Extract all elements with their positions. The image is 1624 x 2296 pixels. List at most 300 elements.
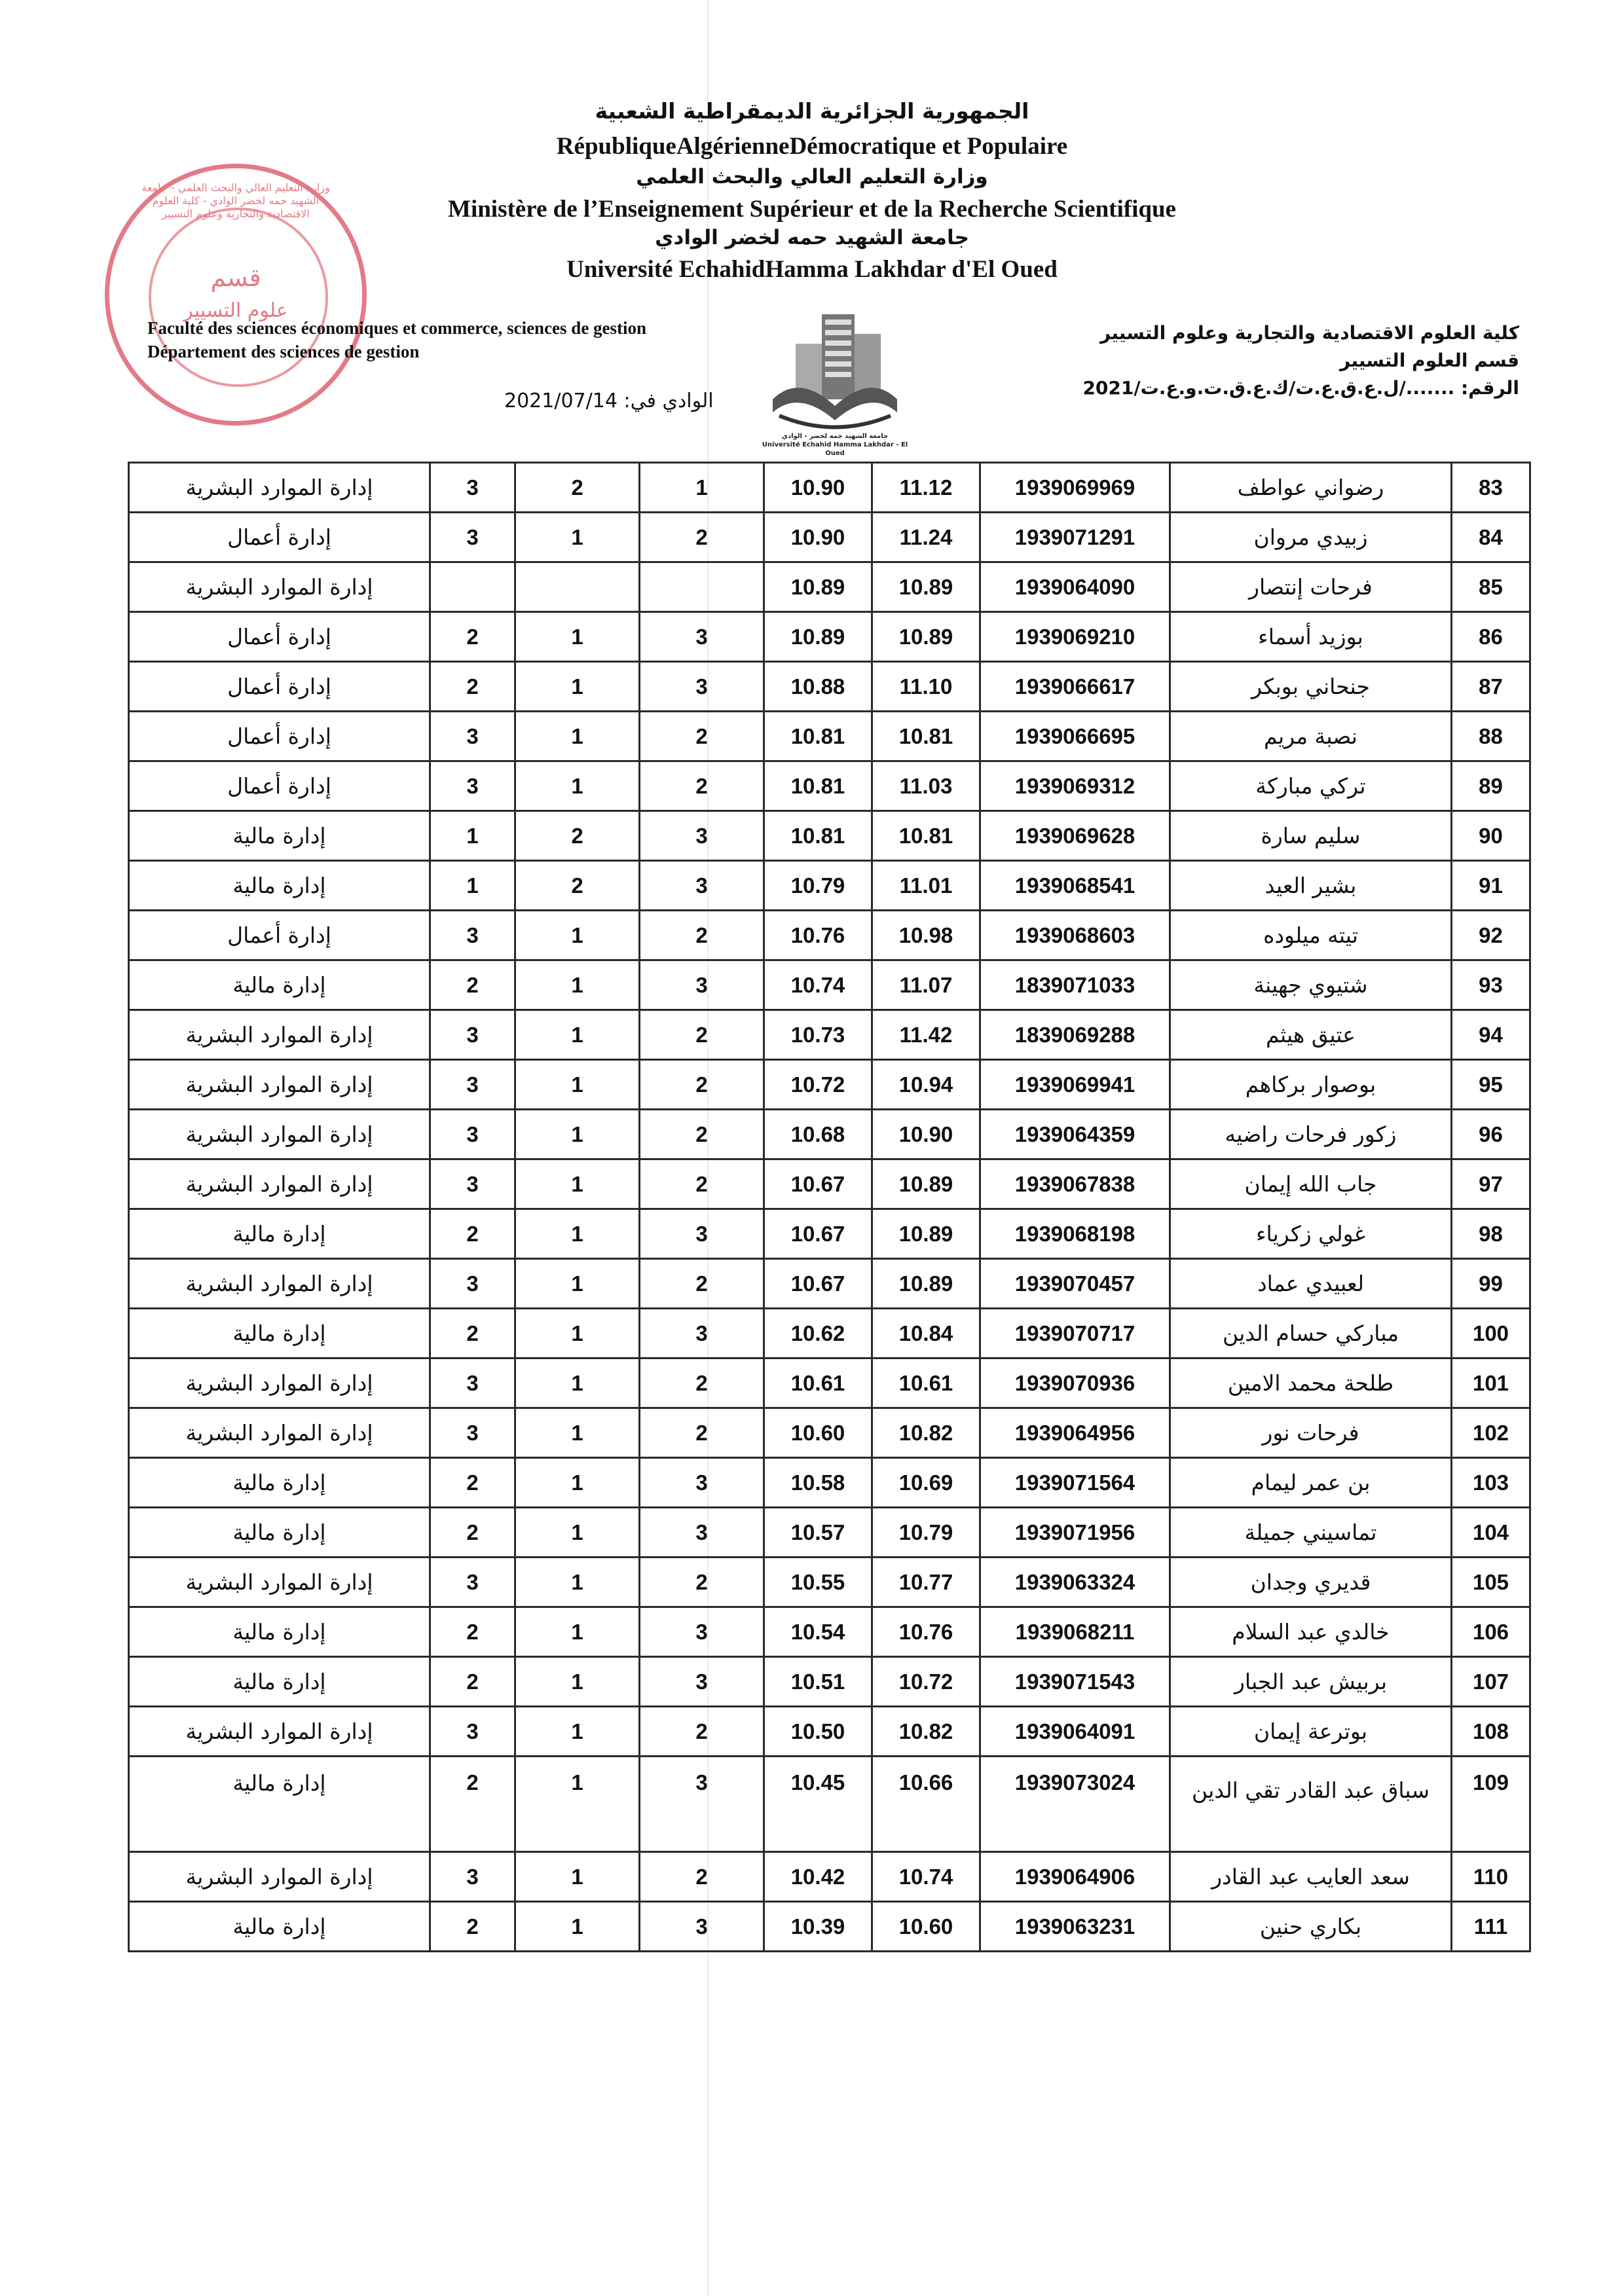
- choice-1: 1: [640, 463, 764, 513]
- choice-2: 1: [515, 612, 640, 662]
- republic-fr: RépubliqueAlgérienneDémocratique et Populaire: [556, 133, 1068, 160]
- choice-2: 1: [515, 1902, 640, 1952]
- specialty: إدارة الموارد البشرية: [129, 1110, 430, 1159]
- student-name: نصبة مريم: [1170, 712, 1452, 761]
- student-name: سباق عبد القادر تقي الدين: [1170, 1757, 1452, 1852]
- average-1: 10.74: [872, 1852, 980, 1902]
- choice-3: 3: [430, 761, 515, 811]
- row-number: 98: [1452, 1209, 1530, 1259]
- student-name: رضواني عواطف: [1170, 463, 1452, 513]
- average-2: 10.42: [764, 1852, 872, 1902]
- choice-2: 1: [515, 1852, 640, 1902]
- choice-2: 1: [515, 513, 640, 562]
- specialty: إدارة أعمال: [129, 761, 430, 811]
- average-1: 10.77: [872, 1558, 980, 1607]
- average-2: 10.90: [764, 513, 872, 562]
- specialty: إدارة الموارد البشرية: [129, 463, 430, 513]
- stamp-text-2: علوم التسيير: [183, 299, 288, 322]
- row-number: 103: [1452, 1458, 1530, 1508]
- specialty: إدارة أعمال: [129, 513, 430, 562]
- choice-2: 1: [515, 1558, 640, 1607]
- choice-3: 3: [430, 1358, 515, 1408]
- registration-number: 1939069969: [980, 463, 1170, 513]
- university-ar: جامعة الشهيد حمه لخضر الوادي: [655, 226, 969, 249]
- stamp-ring-text: وزارة التعليم العالي والبحث العلمي - جامعة الشهيد حمه لخضر الوادي - كلية العلوم الاقتصادية والتجارية وعلوم التسيير: [141, 181, 330, 220]
- choice-3: 2: [430, 612, 515, 662]
- table-row: [129, 1309, 1530, 1358]
- registration-number: 1939064090: [980, 562, 1170, 612]
- row-number: 83: [1452, 463, 1530, 513]
- student-name: بن عمر ليمام: [1170, 1458, 1452, 1508]
- specialty: إدارة أعمال: [129, 612, 430, 662]
- specialty: إدارة مالية: [129, 861, 430, 911]
- faculty-info-fr: [147, 316, 646, 363]
- table-row: [129, 562, 1530, 612]
- row-number: 101: [1452, 1358, 1530, 1408]
- registration-number: 1939069312: [980, 761, 1170, 811]
- choice-2: 1: [515, 1110, 640, 1159]
- average-1: 10.81: [872, 712, 980, 761]
- specialty: إدارة الموارد البشرية: [129, 1010, 430, 1060]
- choice-3: 2: [430, 1657, 515, 1707]
- average-1: 10.81: [872, 811, 980, 861]
- row-number: 84: [1452, 513, 1530, 562]
- choice-3: 3: [430, 513, 515, 562]
- choice-1: 3: [640, 1508, 764, 1558]
- department-stamp: [105, 164, 367, 426]
- registration-number: 1939067838: [980, 1159, 1170, 1209]
- row-number: 109: [1452, 1757, 1530, 1852]
- row-number: 92: [1452, 911, 1530, 960]
- average-2: 10.62: [764, 1309, 872, 1358]
- faculty-fr: Faculté des sciences économiques et commerce, sciences de gestion: [147, 318, 647, 338]
- university-logo-icon: [760, 308, 910, 435]
- row-number: 110: [1452, 1852, 1530, 1902]
- registration-number: 1939063324: [980, 1558, 1170, 1607]
- republic-ar: الجمهورية الجزائرية الديمقراطية الشعبية: [595, 98, 1029, 124]
- average-1: 10.89: [872, 1259, 980, 1309]
- average-2: 10.90: [764, 463, 872, 513]
- student-name: بوترعة إيمان: [1170, 1707, 1452, 1757]
- choice-3: 3: [430, 1159, 515, 1209]
- student-name: بوصوار بركاهم: [1170, 1060, 1452, 1110]
- student-name: سليم سارة: [1170, 811, 1452, 861]
- logo-caption-fr: Université Echahid Hamma Lakhdar - El Oued: [762, 441, 908, 457]
- choice-1: 3: [640, 1902, 764, 1952]
- specialty: إدارة مالية: [129, 1458, 430, 1508]
- table-row: [129, 612, 1530, 662]
- specialty: إدارة مالية: [129, 1607, 430, 1657]
- average-1: 10.66: [872, 1757, 980, 1852]
- row-number: 93: [1452, 960, 1530, 1010]
- average-1: 10.84: [872, 1309, 980, 1358]
- row-number: 90: [1452, 811, 1530, 861]
- average-2: 10.60: [764, 1408, 872, 1458]
- table-row: [129, 1458, 1530, 1508]
- choice-2: 1: [515, 960, 640, 1010]
- choice-1: 2: [640, 1852, 764, 1902]
- average-1: 10.82: [872, 1707, 980, 1757]
- registration-number: 1939064359: [980, 1110, 1170, 1159]
- average-1: 11.24: [872, 513, 980, 562]
- choice-1: 3: [640, 960, 764, 1010]
- student-name: مباركي حسام الدين: [1170, 1309, 1452, 1358]
- choice-2: 1: [515, 1607, 640, 1657]
- registration-number: 1939068211: [980, 1607, 1170, 1657]
- row-number: 102: [1452, 1408, 1530, 1458]
- registration-number: 1939069210: [980, 612, 1170, 662]
- choice-3: 2: [430, 1209, 515, 1259]
- student-name: سعد العايب عبد القادر: [1170, 1852, 1452, 1902]
- registration-number: 1839071033: [980, 960, 1170, 1010]
- registration-number: 1939070457: [980, 1259, 1170, 1309]
- choice-2: 1: [515, 1458, 640, 1508]
- average-2: 10.58: [764, 1458, 872, 1508]
- registration-number: 1939070717: [980, 1309, 1170, 1358]
- row-number: 88: [1452, 712, 1530, 761]
- student-name: غولي زكرياء: [1170, 1209, 1452, 1259]
- average-1: 10.89: [872, 612, 980, 662]
- table-row: [129, 761, 1530, 811]
- choice-1: 2: [640, 1259, 764, 1309]
- specialty: إدارة أعمال: [129, 911, 430, 960]
- table-row: [129, 861, 1530, 911]
- table-row: [129, 1060, 1530, 1110]
- average-1: 11.03: [872, 761, 980, 811]
- table-row: [129, 1902, 1530, 1952]
- average-1: 10.61: [872, 1358, 980, 1408]
- registration-number: 1939064906: [980, 1852, 1170, 1902]
- choice-3: 3: [430, 712, 515, 761]
- choice-1: 2: [640, 911, 764, 960]
- choice-1: 2: [640, 1408, 764, 1458]
- table-row: [129, 1508, 1530, 1558]
- student-name: خالدي عبد السلام: [1170, 1607, 1452, 1657]
- specialty: إدارة الموارد البشرية: [129, 1707, 430, 1757]
- student-name: زبيدي مروان: [1170, 513, 1452, 562]
- table-row: [129, 513, 1530, 562]
- average-2: 10.74: [764, 960, 872, 1010]
- choice-3: 3: [430, 1707, 515, 1757]
- choice-1: 3: [640, 1657, 764, 1707]
- choice-1: [640, 562, 764, 612]
- average-2: 10.57: [764, 1508, 872, 1558]
- table-row: [129, 1558, 1530, 1607]
- table-row: [129, 1358, 1530, 1408]
- student-name: جنحاني بوبكر: [1170, 662, 1452, 712]
- average-2: 10.67: [764, 1159, 872, 1209]
- table-row: [129, 960, 1530, 1010]
- average-2: 10.54: [764, 1607, 872, 1657]
- average-1: 10.94: [872, 1060, 980, 1110]
- registration-number: 1939064956: [980, 1408, 1170, 1458]
- average-1: 10.79: [872, 1508, 980, 1558]
- specialty: إدارة الموارد البشرية: [129, 1358, 430, 1408]
- average-1: 11.42: [872, 1010, 980, 1060]
- specialty: إدارة مالية: [129, 1902, 430, 1952]
- choice-2: 2: [515, 463, 640, 513]
- choice-2: 1: [515, 911, 640, 960]
- average-2: 10.73: [764, 1010, 872, 1060]
- choice-3: [430, 562, 515, 612]
- average-2: 10.45: [764, 1757, 872, 1852]
- average-1: 11.12: [872, 463, 980, 513]
- registration-number: 1939068198: [980, 1209, 1170, 1259]
- choice-1: 3: [640, 612, 764, 662]
- choice-3: 3: [430, 1259, 515, 1309]
- average-2: 10.81: [764, 761, 872, 811]
- average-1: 11.01: [872, 861, 980, 911]
- average-1: 10.89: [872, 1159, 980, 1209]
- university-fr: Université EchahidHamma Lakhdar d'El Oued: [566, 256, 1058, 283]
- choice-3: 3: [430, 463, 515, 513]
- average-2: 10.55: [764, 1558, 872, 1607]
- choice-3: 2: [430, 1607, 515, 1657]
- average-2: 10.67: [764, 1209, 872, 1259]
- average-2: 10.51: [764, 1657, 872, 1707]
- registration-number: 1939073024: [980, 1757, 1170, 1852]
- average-2: 10.81: [764, 712, 872, 761]
- average-2: 10.72: [764, 1060, 872, 1110]
- specialty: إدارة أعمال: [129, 712, 430, 761]
- choice-2: 1: [515, 712, 640, 761]
- row-number: 108: [1452, 1707, 1530, 1757]
- registration-number: 1939068603: [980, 911, 1170, 960]
- student-name: فرحات إنتصار: [1170, 562, 1452, 612]
- table-row: [129, 1707, 1530, 1757]
- faculty-info-ar: [1082, 319, 1519, 402]
- specialty: إدارة الموارد البشرية: [129, 1259, 430, 1309]
- table-row: [129, 1110, 1530, 1159]
- row-number: 100: [1452, 1309, 1530, 1358]
- row-number: 111: [1452, 1902, 1530, 1952]
- table-row: [129, 911, 1530, 960]
- specialty: إدارة مالية: [129, 1757, 430, 1852]
- department-fr: Département des sciences de gestion: [147, 342, 420, 361]
- stamp-text: قسم: [210, 263, 261, 292]
- choice-3: 3: [430, 1408, 515, 1458]
- student-name: بربيش عبد الجبار: [1170, 1657, 1452, 1707]
- choice-3: 3: [430, 1010, 515, 1060]
- results-table-body: [129, 463, 1530, 1952]
- row-number: 89: [1452, 761, 1530, 811]
- reference-number: الرقم: ......./ل.ع.ق.ع.ت/ك.ع.ق.ت.و.ع.ت/2021: [1082, 377, 1519, 399]
- choice-2: [515, 562, 640, 612]
- specialty: إدارة مالية: [129, 1309, 430, 1358]
- row-number: 106: [1452, 1607, 1530, 1657]
- choice-2: 1: [515, 1309, 640, 1358]
- average-1: 10.89: [872, 562, 980, 612]
- logo-caption: [753, 432, 917, 458]
- choice-1: 2: [640, 513, 764, 562]
- table-row: [129, 811, 1530, 861]
- table-row: [129, 1657, 1530, 1707]
- choice-1: 2: [640, 712, 764, 761]
- specialty: إدارة مالية: [129, 1209, 430, 1259]
- choice-2: 1: [515, 1757, 640, 1852]
- average-2: 10.79: [764, 861, 872, 911]
- choice-3: 3: [430, 1060, 515, 1110]
- student-name: تركي مباركة: [1170, 761, 1452, 811]
- student-name: لعبيدي عماد: [1170, 1259, 1452, 1309]
- row-number: 91: [1452, 861, 1530, 911]
- student-name: طلحة محمد الامين: [1170, 1358, 1452, 1408]
- student-name: قديري وجدان: [1170, 1558, 1452, 1607]
- registration-number: 1939064091: [980, 1707, 1170, 1757]
- row-number: 97: [1452, 1159, 1530, 1209]
- registration-number: 1939068541: [980, 861, 1170, 911]
- table-row: [129, 1259, 1530, 1309]
- choice-1: 3: [640, 1757, 764, 1852]
- choice-3: 2: [430, 960, 515, 1010]
- student-name: تماسيني جميلة: [1170, 1508, 1452, 1558]
- average-1: 10.60: [872, 1902, 980, 1952]
- specialty: إدارة الموارد البشرية: [129, 1558, 430, 1607]
- average-1: 10.69: [872, 1458, 980, 1508]
- specialty: إدارة مالية: [129, 960, 430, 1010]
- choice-2: 1: [515, 1408, 640, 1458]
- ministry-fr: Ministère de l’Enseignement Supérieur et de la Recherche Scientifique: [448, 196, 1176, 223]
- specialty: إدارة الموارد البشرية: [129, 1159, 430, 1209]
- choice-2: 1: [515, 662, 640, 712]
- student-name: تيته ميلوده: [1170, 911, 1452, 960]
- choice-3: 2: [430, 1757, 515, 1852]
- average-2: 10.89: [764, 612, 872, 662]
- choice-2: 1: [515, 1657, 640, 1707]
- table-row: [129, 1607, 1530, 1657]
- results-table: [128, 462, 1531, 1952]
- choice-2: 2: [515, 861, 640, 911]
- student-name: فرحات نور: [1170, 1408, 1452, 1458]
- average-2: 10.88: [764, 662, 872, 712]
- choice-3: 2: [430, 1458, 515, 1508]
- student-name: شتيوي جهينة: [1170, 960, 1452, 1010]
- choice-2: 1: [515, 1159, 640, 1209]
- table-row: [129, 463, 1530, 513]
- registration-number: 1939071564: [980, 1458, 1170, 1508]
- registration-number: 1939071543: [980, 1657, 1170, 1707]
- specialty: إدارة الموارد البشرية: [129, 1852, 430, 1902]
- average-2: 10.89: [764, 562, 872, 612]
- choice-1: 3: [640, 1607, 764, 1657]
- average-2: 10.81: [764, 811, 872, 861]
- average-1: 11.10: [872, 662, 980, 712]
- table-row: [129, 712, 1530, 761]
- choice-2: 1: [515, 1508, 640, 1558]
- student-name: بكاري حنين: [1170, 1902, 1452, 1952]
- table-row: [129, 1408, 1530, 1458]
- choice-1: 2: [640, 1558, 764, 1607]
- specialty: إدارة أعمال: [129, 662, 430, 712]
- department-ar: قسم العلوم التسيير: [1339, 350, 1519, 371]
- choice-1: 2: [640, 1159, 764, 1209]
- choice-3: 3: [430, 1110, 515, 1159]
- registration-number: 1939069628: [980, 811, 1170, 861]
- choice-2: 1: [515, 1010, 640, 1060]
- registration-number: 1939066617: [980, 662, 1170, 712]
- specialty: إدارة الموارد البشرية: [129, 1408, 430, 1458]
- registration-number: 1839069288: [980, 1010, 1170, 1060]
- row-number: 94: [1452, 1010, 1530, 1060]
- row-number: 87: [1452, 662, 1530, 712]
- registration-number: 1939063231: [980, 1902, 1170, 1952]
- registration-number: 1939071291: [980, 513, 1170, 562]
- choice-2: 1: [515, 1358, 640, 1408]
- average-1: 10.82: [872, 1408, 980, 1458]
- registration-number: 1939069941: [980, 1060, 1170, 1110]
- row-number: 105: [1452, 1558, 1530, 1607]
- student-name: زكور فرحات راضيه: [1170, 1110, 1452, 1159]
- choice-3: 1: [430, 811, 515, 861]
- specialty: إدارة مالية: [129, 811, 430, 861]
- average-1: 10.98: [872, 911, 980, 960]
- row-number: 96: [1452, 1110, 1530, 1159]
- specialty: إدارة مالية: [129, 1657, 430, 1707]
- student-name: جاب الله إيمان: [1170, 1159, 1452, 1209]
- choice-2: 1: [515, 1209, 640, 1259]
- average-2: 10.39: [764, 1902, 872, 1952]
- row-number: 107: [1452, 1657, 1530, 1707]
- choice-1: 3: [640, 662, 764, 712]
- average-2: 10.61: [764, 1358, 872, 1408]
- table-row: [129, 1209, 1530, 1259]
- average-1: 10.72: [872, 1657, 980, 1707]
- student-name: عتيق هيثم: [1170, 1010, 1452, 1060]
- choice-2: 1: [515, 1259, 640, 1309]
- average-2: 10.68: [764, 1110, 872, 1159]
- student-name: بشير العيد: [1170, 861, 1452, 911]
- choice-3: 2: [430, 1309, 515, 1358]
- registration-number: 1939066695: [980, 712, 1170, 761]
- choice-1: 2: [640, 1060, 764, 1110]
- choice-3: 2: [430, 662, 515, 712]
- average-1: 11.07: [872, 960, 980, 1010]
- choice-1: 3: [640, 861, 764, 911]
- choice-1: 3: [640, 1458, 764, 1508]
- table-row: [129, 1852, 1530, 1902]
- choice-1: 3: [640, 1309, 764, 1358]
- choice-2: 1: [515, 1707, 640, 1757]
- choice-1: 2: [640, 761, 764, 811]
- choice-1: 3: [640, 811, 764, 861]
- choice-1: 2: [640, 1707, 764, 1757]
- table-row: [129, 662, 1530, 712]
- choice-1: 2: [640, 1010, 764, 1060]
- row-number: 95: [1452, 1060, 1530, 1110]
- row-number: 85: [1452, 562, 1530, 612]
- row-number: 86: [1452, 612, 1530, 662]
- choice-3: 2: [430, 1508, 515, 1558]
- choice-2: 2: [515, 811, 640, 861]
- choice-3: 1: [430, 861, 515, 911]
- choice-1: 2: [640, 1110, 764, 1159]
- row-number: 104: [1452, 1508, 1530, 1558]
- faculty-ar: كلية العلوم الاقتصادية والتجارية وعلوم التسيير: [1099, 322, 1519, 344]
- average-1: 10.76: [872, 1607, 980, 1657]
- table-row: [129, 1010, 1530, 1060]
- specialty: إدارة الموارد البشرية: [129, 1060, 430, 1110]
- registration-number: 1939070936: [980, 1358, 1170, 1408]
- choice-1: 2: [640, 1358, 764, 1408]
- choice-1: 3: [640, 1209, 764, 1259]
- registration-number: 1939071956: [980, 1508, 1170, 1558]
- average-1: 10.89: [872, 1209, 980, 1259]
- choice-3: 3: [430, 911, 515, 960]
- specialty: إدارة مالية: [129, 1508, 430, 1558]
- choice-3: 3: [430, 1852, 515, 1902]
- average-1: 10.90: [872, 1110, 980, 1159]
- table-row: [129, 1159, 1530, 1209]
